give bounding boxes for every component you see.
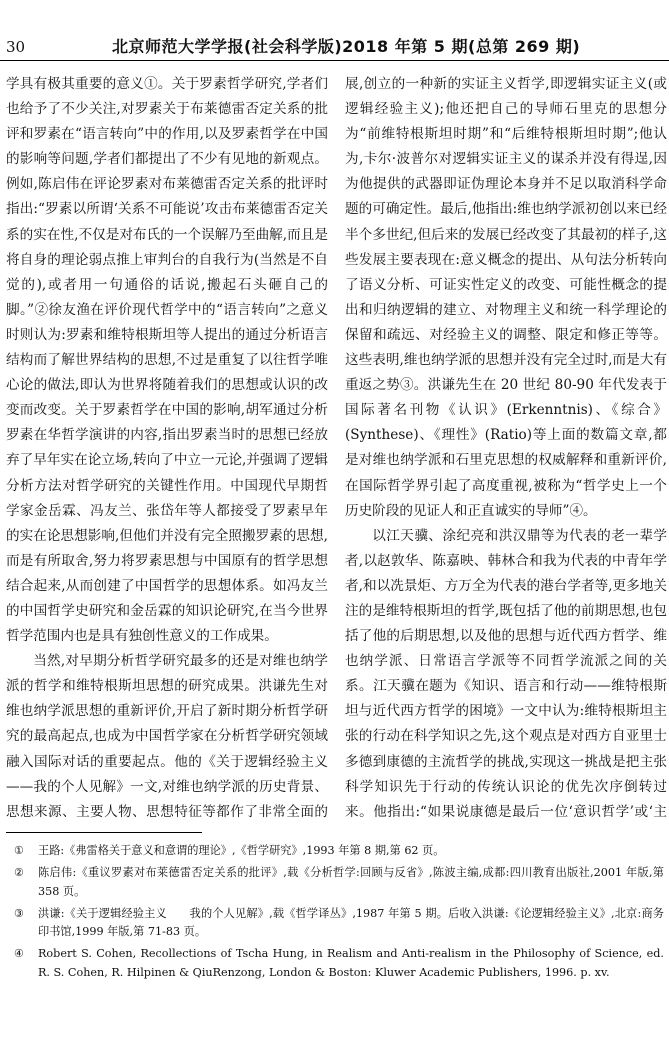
- body-columns: [6, 72, 666, 822]
- page-header: [0, 0, 669, 62]
- paragraph: 以江天骥、涂纪亮和洪汉鼎等为代表的老一辈学者,以赵敦华、陈嘉映、韩林合和我为代表的中青年学者,和以冼景炬、方万全为代表的港台学者等,更多地关注的是维特根斯坦的哲学,既包括了他的前期思想,也包括了他的后期思想,以及他的思想与近代西方哲学、维也纳学派、日常语言学派等不同哲学流派之间的关系。江天骥在题为《知识、语言和行动——维特根斯坦与近代西方哲学的困境》一文中认为:维特根斯坦主张的行动在科学知识之先,这个观点是对西方自亚里士多德到康德的主流哲学的挑战,实现这一挑战是把主张科学知识先于行动的传统认识论的优先次序倒转过来。他指出:“如果说康德是最后一位‘意识哲学’或‘主: [345, 527, 667, 820]
- footnote: [6, 905, 664, 942]
- footnote-mark: ③: [14, 906, 25, 920]
- footnote-mark: ②: [14, 866, 25, 880]
- footnote: [6, 945, 664, 982]
- footnote-text: 陈启伟:《重议罗素对布莱德雷否定关系的批评》,载《分析哲学:回顾与反省》,陈波主编,成都:四川教育出版社,2001 年版,第 358 页。: [38, 866, 664, 898]
- footnote-text: Robert S. Cohen, Recollections of Tscha Hung, in Realism and Anti-realism in the Philosophy of Science, ed. R. S. Cohen, R. Hilpinen & QiuRenzong, London & Boston: Kluwer Academic Publishers, 1996. p. xv.: [38, 947, 664, 979]
- footnote-text: 洪谦:《关于逻辑经验主义 我的个人见解》,载《哲学译丛》,1987 年第 5 期。后收入洪谦:《论逻辑经验主义》,北京:商务印书馆,1999 年版,第 71-83 页。: [38, 906, 664, 939]
- paragraph: 学具有极其重要的意义①。关于罗素哲学研究,学者们也给予了不少关注,对罗素关于布莱德雷否定关系的批评和罗素在“语言转向”中的作用,以及罗素哲学在中国的影响等问题,学者们都提出了不少有见地的新观点。例如,陈启伟在评论罗素对布莱德雷否定关系的批评时指出:“罗素以所谓‘关系不可能说’攻击布莱德雷否定关系的实在性,不仅是对布氏的一个误解乃至曲解,而且是将自身的理论弱点推上审判台的自我行为(当然是不自觉的),或者用一句通俗的话说,搬起石头砸自己的脚。”②徐友渔在评价现代哲学中的“语言转向”之意义时则认为:罗素和维特根斯坦等人提出的通过分析语言结构而了解世界结构的思想,不过是重复了以往哲学唯心论的做法,即认为世界将随着我们的思想或认识的改变而改变。关于罗素哲学在中国的影响,胡军通过分析罗素在华哲学演讲的内容,指出罗素当时的思想已经放弃了早年实在论立场,转向了中立一元论,并强调了逻辑分析方法对哲学研究的关键性作用。中国现代早期哲学家金岳霖、冯友兰、张岱年等人都接受了罗素早年的实在论思想影响,但他们并没有完全照搬罗素的思想,而是有所取舍,努力将罗素思想与中国原有的哲学思想结合起来,从而创建了中国哲学的思想体系。如冯友兰的中国哲学史研究和金岳霖的知识论研究,在当今世界哲学范围内也是具有独创性意义的工作成果。: [6, 76, 328, 645]
- journal-title: 北京师范大学学报(社会科学版)2018 年第 5 期(总第 269 期): [112, 37, 581, 56]
- footnote-text: 王路:《弗雷格关于意义和意谓的理论》,《哲学研究》,1993 年第 8 期,第 62 页。: [38, 844, 445, 857]
- left-column: [6, 72, 328, 822]
- paragraph: 当然,对早期分析哲学研究最多的还是对维也纳学派的哲学和维特根斯坦思想的研究成果。洪谦先生对维也纳学派思想的重新评价,开启了新时期分析哲学研究的最高起点,也成为中国哲学家在分析哲学研究领域融入国际对话的重要起点。他的《关于逻辑经验主义——我的个人见解》一文,对维也纳学派的历史背景、思想来源、主要人物、思想特征等都作了非常全面的: [6, 653, 328, 820]
- header-rule: [0, 60, 669, 61]
- right-column: [345, 72, 667, 822]
- footnote-mark: ①: [14, 844, 25, 857]
- footnote-rule: [6, 832, 202, 833]
- footnote: [6, 842, 664, 860]
- footnotes: [6, 842, 664, 986]
- paragraph: 展,创立的一种新的实证主义哲学,即逻辑实证主义(或逻辑经验主义);他还把自己的导师石里克的思想分为“前维特根斯坦时期”和“后维特根斯坦时期”;他认为,卡尔·波普尔对逻辑实证主义的谋杀并没有得逞,因为他提供的武器即证伪理论本身并不足以取消科学命题的可确定性。最后,他指出:维也纳学派初创以来已经半个多世纪,但后来的发展已经改变了其最初的样子,这些发展主要表现在:意义概念的提出、从句法分析转向了语义分析、可证实性定义的改变、可能性概念的提出和归纳逻辑的建立、对物理主义和统一科学理论的保留和疏远、对经验主义的调整、限定和修正等等。这些表明,维也纳学派的思想并没有完全过时,而是大有重返之势③。洪谦先生在 20 世纪 80-90 年代发表于国际著名刊物《认识》(Erkenntnis)、《综合》(Synthese)、《理性》(Ratio)等上面的数篇文章,都是对维也纳学派和石里克思想的权威解释和重新评价,在国际哲学界引起了高度重视,被称为“哲学史上一个历史阶段的见证人和正直诚实的导师”④。: [345, 76, 667, 519]
- page-number: 30: [6, 38, 26, 56]
- footnote-mark: ④: [14, 947, 25, 961]
- footnote: [6, 864, 664, 901]
